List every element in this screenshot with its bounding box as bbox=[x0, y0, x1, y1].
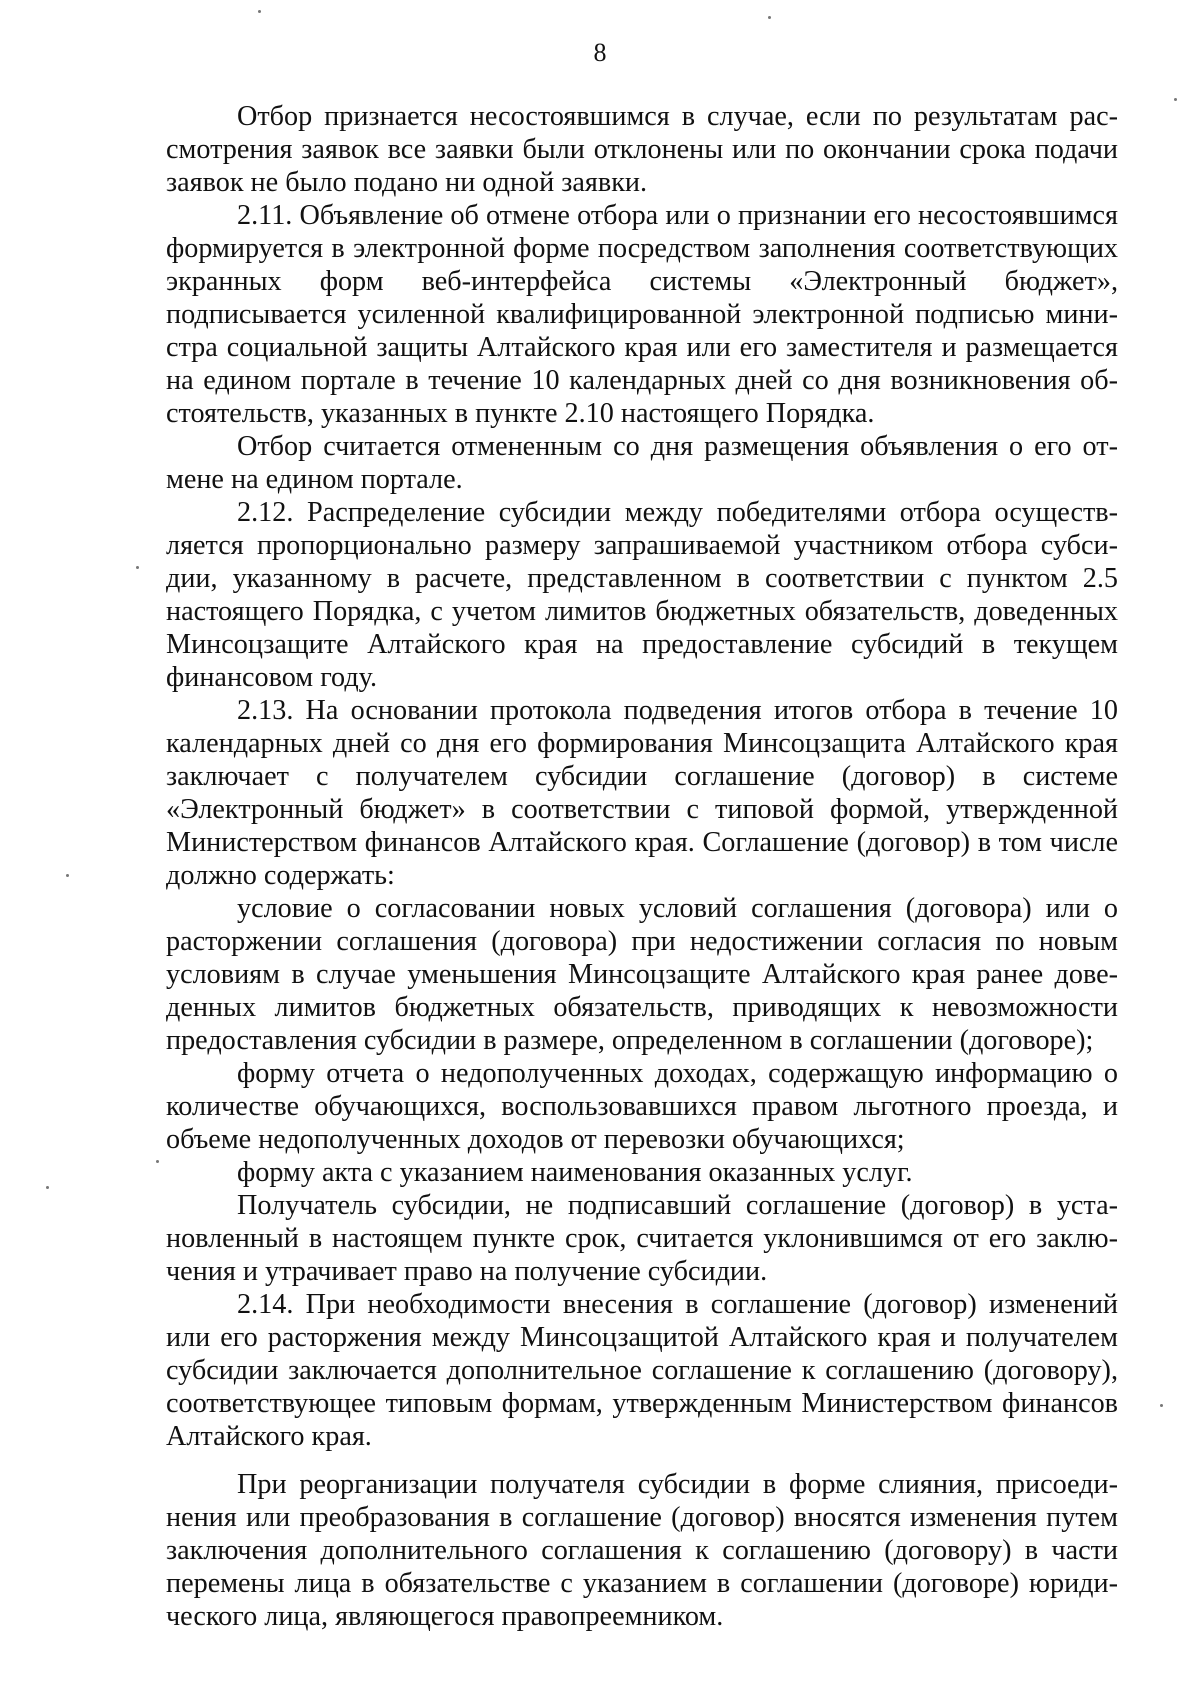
paragraph-2-14: 2.14. При необходимости внесения в соглашение (договор) изменений или его расторжения между Минсоцзащитой Алтайского края и получателем субсидии заключается дополнительное соглашение к соглашению (договору), соответствующее типовым формам, утвержденным Министерством финансов Алтайского края. bbox=[166, 1289, 1118, 1452]
scan-speck bbox=[46, 1186, 49, 1189]
paragraph-report-form-item: форму отчета о недополученных доходах, содержащую информацию о количестве обучающихся, воспользовавшихся правом льготного проезда, и объеме недополученных доходов от перевозки обучающихся; bbox=[166, 1058, 1118, 1155]
paragraph-act-form-item: форму акта с указанием наименования оказанных услуг. bbox=[237, 1157, 913, 1188]
paragraph-condition-item: условие о согласовании новых условий соглашения (договора) или о расторжении соглашения (договора) при недостижении согласия по новым условиям в случае уменьшения Минсоцзащите Алтайского края ранее доведенных лимитов бюджетных обязательств, приводящих к невозможности предоставления субсидии в размере, определенном в соглашении (договоре); bbox=[166, 893, 1118, 1056]
page-number: 8 bbox=[593, 38, 607, 67]
scan-speck bbox=[66, 874, 69, 877]
scan-speck bbox=[136, 566, 139, 569]
scan-speck bbox=[1160, 1404, 1163, 1407]
scan-speck bbox=[156, 1160, 159, 1163]
paragraph-reorganization: При реорганизации получателя субсидии в форме слияния, присоединения или преобразования в соглашение (договор) вносятся изменения путем заключения дополнительного соглашения к соглашению (договору) в части перемены лица в обязательстве с указанием в соглашении (договоре) юридического лица, являющегося правопреемником. bbox=[166, 1469, 1118, 1632]
scan-speck bbox=[1174, 98, 1177, 101]
paragraph-2-11: 2.11. Объявление об отмене отбора или о признании его несостоявшимся формируется в электронной форме посредством заполнения соответствующих экранных форм веб-интерфейса системы «Электронный бюджет», подписывается усиленной квалифицированной электронной подписью министра социальной защиты Алтайского края или его заместителя и размещается на едином портале в течение 10 календарных дней со дня возникновения обстоятельств, указанных в пункте 2.10 настоящего Порядка. bbox=[166, 200, 1118, 429]
paragraph-2-13: 2.13. На основании протокола подведения итогов отбора в течение 10 календарных дней со дня его формирования Минсоцзащита Алтайского края заключает с получателем субсидии соглашение (договор) в системе «Электронный бюджет» в соответствии с типовой формой, утвержденной Министерством финансов Алтайского края. Соглашение (договор) в том числе должно содержать: bbox=[166, 695, 1118, 891]
document-body bbox=[166, 100, 1118, 1633]
paragraph-selection-failed: Отбор признается несостоявшимся в случае, если по результатам рассмотрения заявок все заявки были отклонены или по окончании срока подачи заявок не было подано ни одной заявки. bbox=[166, 101, 1118, 198]
paragraph-2-12: 2.12. Распределение субсидии между победителями отбора осуществляется пропорционально размеру запрашиваемой участником отбора субсидии, указанному в расчете, представленном в соответствии с пунктом 2.5 настоящего Порядка, с учетом лимитов бюджетных обязательств, доведенных Минсоцзащите Алтайского края на предоставление субсидий в текущем финансовом году. bbox=[166, 497, 1118, 693]
paragraph-selection-cancelled: Отбор считается отмененным со дня размещения объявления о его отмене на едином портале. bbox=[166, 431, 1118, 495]
scan-speck bbox=[258, 10, 261, 13]
paragraph-recipient-evasion: Получатель субсидии, не подписавший соглашение (договор) в установленный в настоящем пункте срок, считается уклонившимся от его заключения и утрачивает право на получение субсидии. bbox=[166, 1190, 1118, 1287]
scan-speck bbox=[768, 16, 771, 19]
